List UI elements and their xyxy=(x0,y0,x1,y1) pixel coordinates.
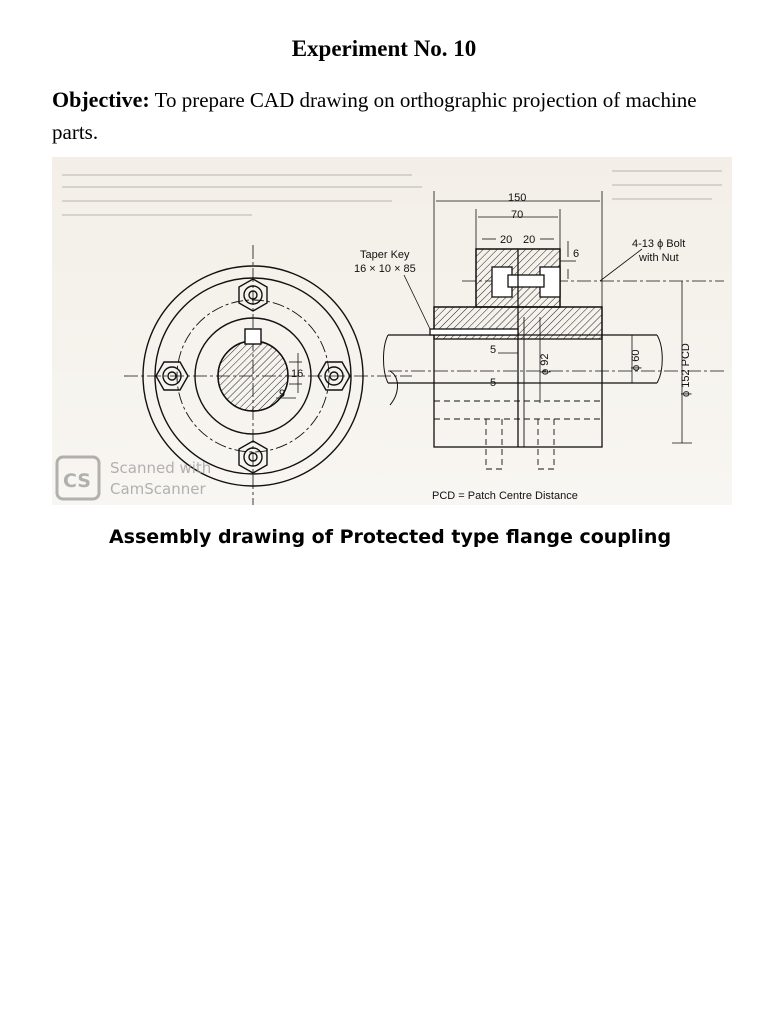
taper-key-label: Taper Key xyxy=(360,249,410,261)
dim-5-lower: 5 xyxy=(490,377,497,389)
dim-16: 16 xyxy=(291,368,304,380)
figure-caption: Assembly drawing of Protected type flange coupling xyxy=(108,526,672,548)
dim-6: 6 xyxy=(573,248,580,260)
watermark-line-1: Scanned with xyxy=(110,459,212,477)
dim-phi-92: ϕ 92 xyxy=(539,353,551,375)
page-title: Experiment No. 10 xyxy=(291,36,477,61)
bolt-label: 4-13 ϕ Bolt xyxy=(632,238,686,250)
dim-5-upper: 5 xyxy=(490,344,497,356)
drawing-canvas xyxy=(52,157,732,505)
camscanner-logo-text: CS xyxy=(63,470,91,492)
keyway xyxy=(245,329,261,344)
taper-key xyxy=(430,329,518,335)
objective-text: To prepare CAD drawing on orthographic projection of machine parts. xyxy=(52,88,697,144)
dim-9: 9 xyxy=(279,388,286,400)
bolt-label-nut: with Nut xyxy=(639,252,679,264)
taper-key-size: 16 × 10 × 85 xyxy=(354,263,416,275)
objective-label: Objective: xyxy=(52,87,150,112)
coupling-drawing xyxy=(52,157,732,505)
dim-phi-60: ϕ 60 xyxy=(630,349,642,371)
watermark-line-2: CamScanner xyxy=(110,480,206,498)
dim-70: 70 xyxy=(511,209,524,221)
pcd-note: PCD = Patch Centre Distance xyxy=(432,490,578,502)
dim-20-right: 20 xyxy=(523,234,536,246)
dim-150: 150 xyxy=(508,192,527,204)
dim-20-left: 20 xyxy=(500,234,513,246)
scan-background xyxy=(52,157,732,505)
objective-paragraph xyxy=(52,84,712,148)
dim-phi-152-pcd: ϕ 152 PCD xyxy=(680,343,692,397)
